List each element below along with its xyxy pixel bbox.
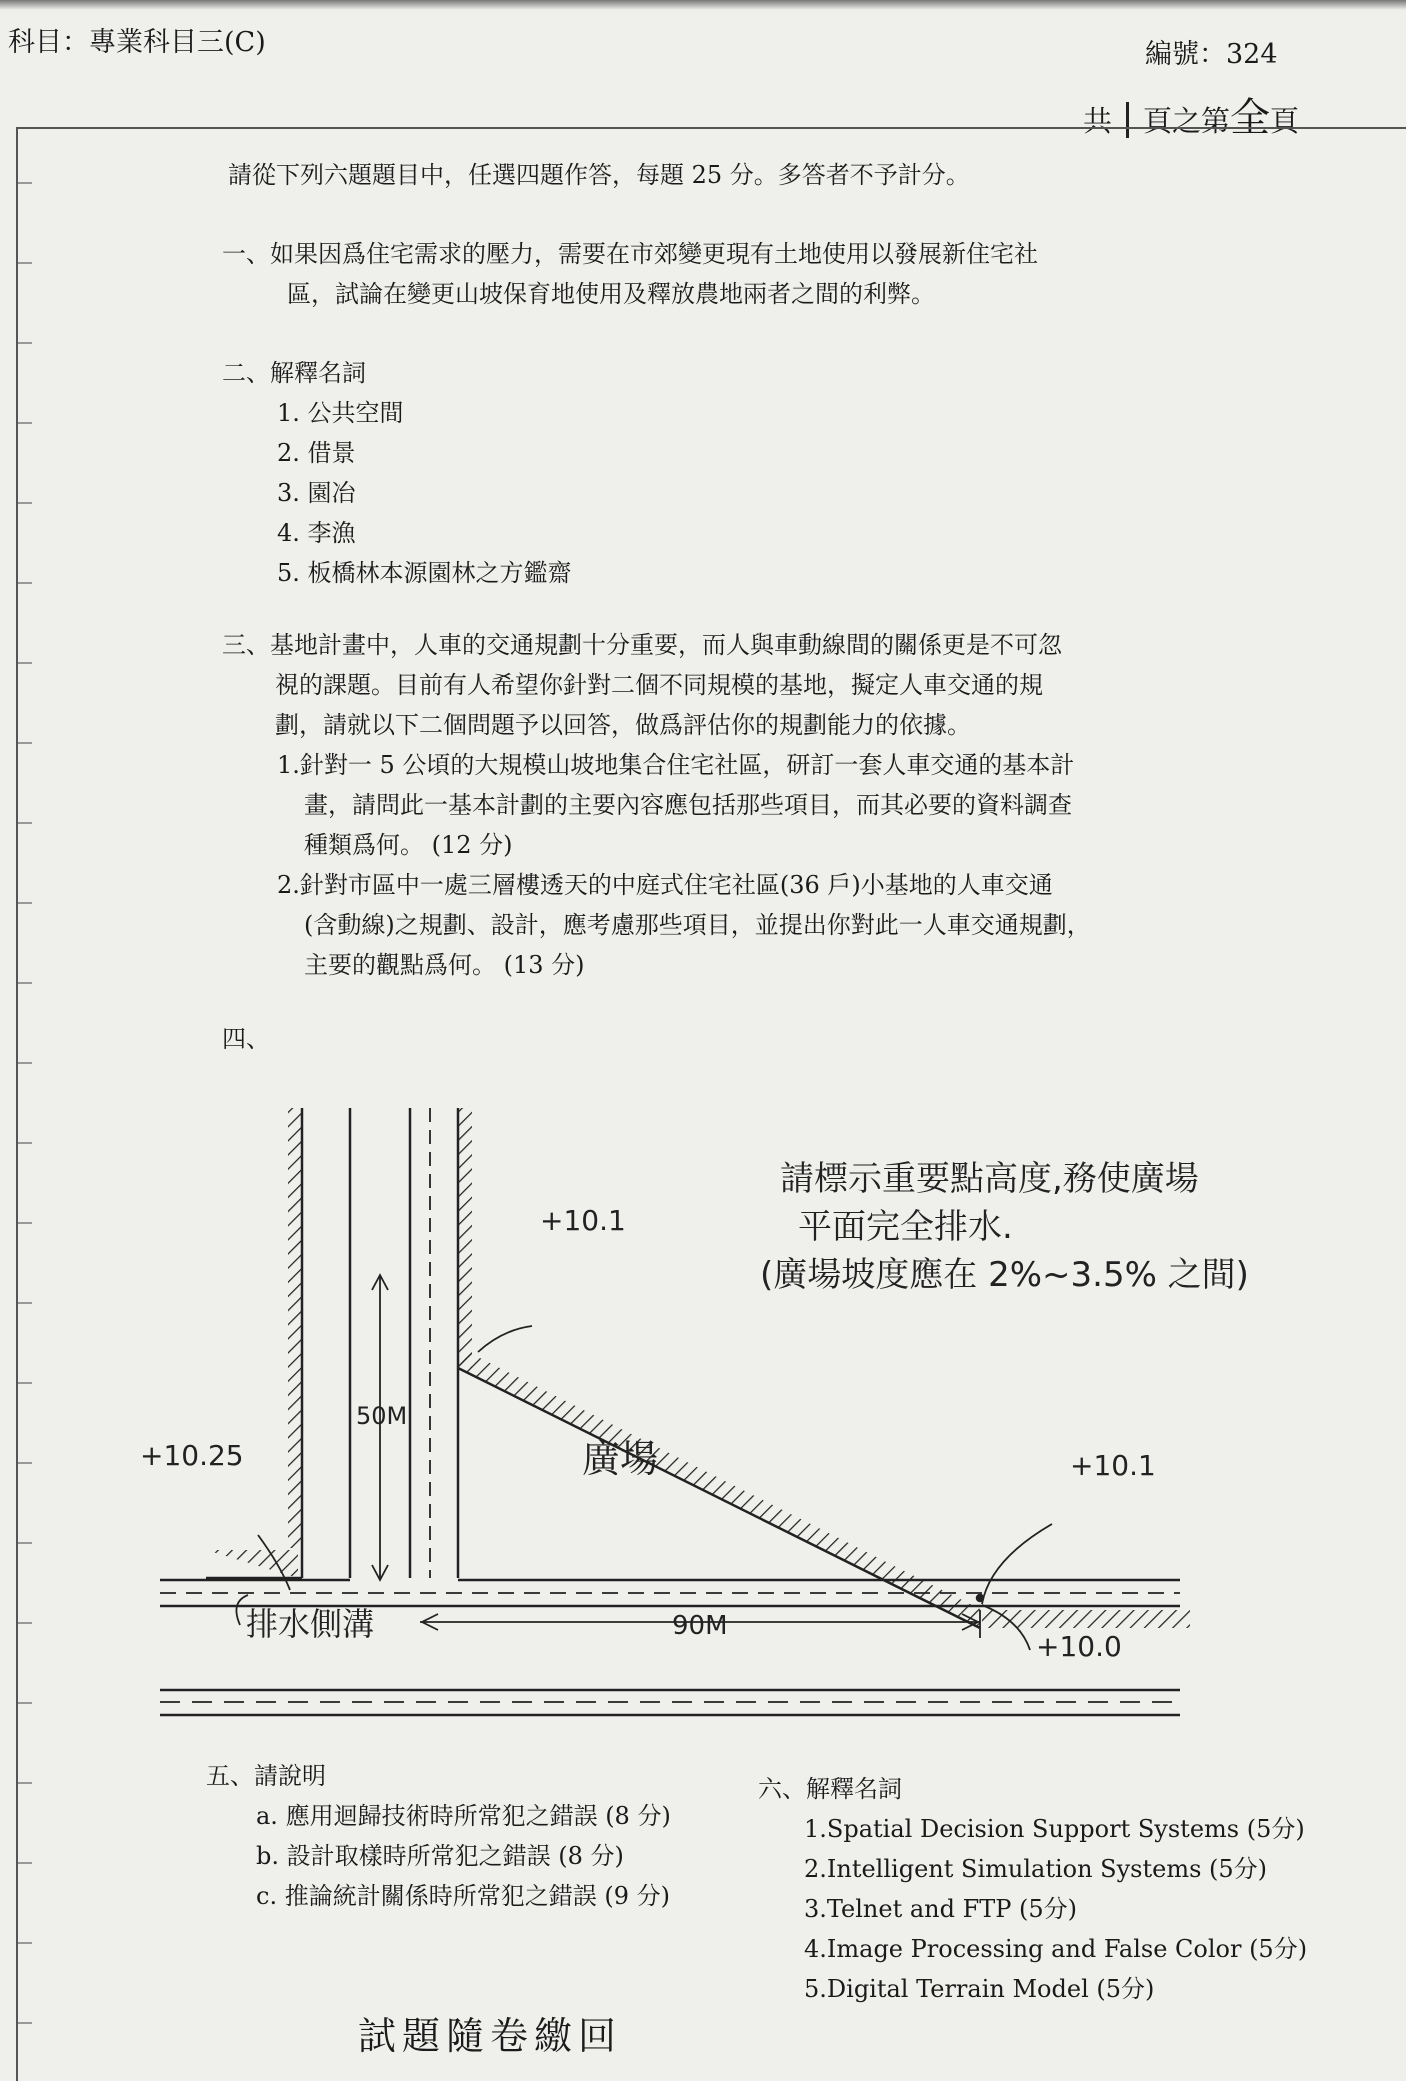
page-suffix-label: 頁	[1270, 104, 1300, 138]
question-6-item: 5.Digital Terrain Model (5分)	[804, 1975, 1155, 2003]
subject-label: 科目：專業科目三(C)	[8, 27, 266, 58]
dimension-90m: 90M	[672, 1611, 728, 1641]
question-5	[206, 1756, 671, 1916]
diagram-note-line-2: 平面完全排水.	[798, 1207, 1013, 1247]
question-2-item: 4. 李漁	[277, 519, 356, 547]
question-1-line-1: 一、如果因爲住宅需求的壓力，需要在市郊變更現有土地使用以發展新住宅社	[222, 240, 1038, 268]
question-6-item: 4.Image Processing and False Color (5分)	[804, 1935, 1308, 1963]
question-3-line-1: 三、基地計畫中，人車的交通規劃十分重要，而人與車動線間的關係更是不可忽	[222, 631, 1062, 659]
page-top-edge	[0, 0, 1406, 10]
question-6-title: 六、解釋名詞	[758, 1775, 902, 1803]
question-4-title: 四、	[222, 1025, 270, 1053]
question-3-sub-2-line-3: 主要的觀點爲何。 (13 分)	[304, 951, 585, 979]
elevation-right: +10.1	[1070, 1449, 1156, 1482]
question-6-item: 1.Spatial Decision Support Systems (5分)	[804, 1815, 1305, 1843]
dimension-50m: 50M	[356, 1402, 408, 1430]
footer-return-notice: 試題隨卷繳回	[358, 2014, 623, 2058]
question-3-sub-1-line-3: 種類爲何。 (12 分)	[304, 831, 513, 859]
exam-instructions: 請從下列六題題目中，任選四題作答，每題 25 分。多答者不予計分。	[228, 161, 970, 189]
label-plaza: 廣場	[582, 1437, 659, 1481]
exam-number: 編號：324	[1145, 39, 1278, 70]
page-total-label: 共	[1083, 104, 1113, 138]
elevation-top: +10.1	[540, 1204, 626, 1237]
question-2-title: 二、解釋名詞	[222, 359, 366, 387]
question-6-item: 2.Intelligent Simulation Systems (5分)	[804, 1855, 1268, 1883]
question-3-sub-1-line-2: 畫，請問此一基本計劃的主要內容應包括那些項目，而其必要的資料調查	[304, 791, 1072, 819]
question-3-sub-2-line-2: (含動線)之規劃、設計，應考慮那些項目，並提出你對此一人車交通規劃，	[304, 911, 1091, 939]
elevation-bottom: +10.0	[1036, 1630, 1122, 1663]
label-drain: 排水側溝	[246, 1605, 375, 1643]
question-3-sub-1-line-1: 1.針對一 5 公頃的大規模山坡地集合住宅社區，研訂一套人車交通的基本計	[277, 751, 1075, 779]
question-2	[222, 353, 572, 593]
question-1	[222, 234, 1038, 314]
question-6	[758, 1769, 1307, 2009]
question-5-item: b. 設計取樣時所常犯之錯誤 (8 分)	[256, 1842, 624, 1870]
question-6-item: 3.Telnet and FTP (5分)	[804, 1895, 1078, 1923]
question-2-item: 1. 公共空間	[277, 399, 404, 427]
question-1-line-2: 區，試論在變更山坡保育地使用及釋放農地兩者之間的利弊。	[287, 280, 935, 308]
question-5-title: 五、請說明	[206, 1762, 326, 1790]
question-3	[222, 625, 1091, 985]
question-2-item: 5. 板橋林本源園林之方鑑齋	[277, 559, 572, 587]
plaza-drainage-diagram	[140, 1090, 1249, 1750]
question-2-item: 2. 借景	[277, 439, 356, 467]
page-handwritten-all: 全	[1230, 95, 1271, 141]
elevation-left: +10.25	[140, 1439, 244, 1472]
question-5-item: c. 推論統計關係時所常犯之錯誤 (9 分)	[256, 1882, 670, 1910]
question-5-item: a. 應用迴歸技術時所常犯之錯誤 (8 分)	[256, 1802, 671, 1830]
diagram-note-line-1: 請標示重要點高度,務使廣場	[780, 1159, 1199, 1199]
question-2-item: 3. 園冶	[277, 479, 356, 507]
page-of-label: 頁之第	[1143, 104, 1231, 138]
question-3-sub-2-line-1: 2.針對市區中一處三層樓透天的中庭式住宅社區(36 戶)小基地的人車交通	[277, 871, 1053, 899]
diagram-note-line-3: (廣場坡度應在 2%~3.5% 之間)	[760, 1255, 1249, 1295]
question-3-line-2: 視的課題。目前有人希望你針對二個不同規模的基地，擬定人車交通的規	[275, 671, 1043, 699]
question-3-line-3: 劃，請就以下二個問題予以回答，做爲評估你的規劃能力的依據。	[275, 711, 971, 739]
